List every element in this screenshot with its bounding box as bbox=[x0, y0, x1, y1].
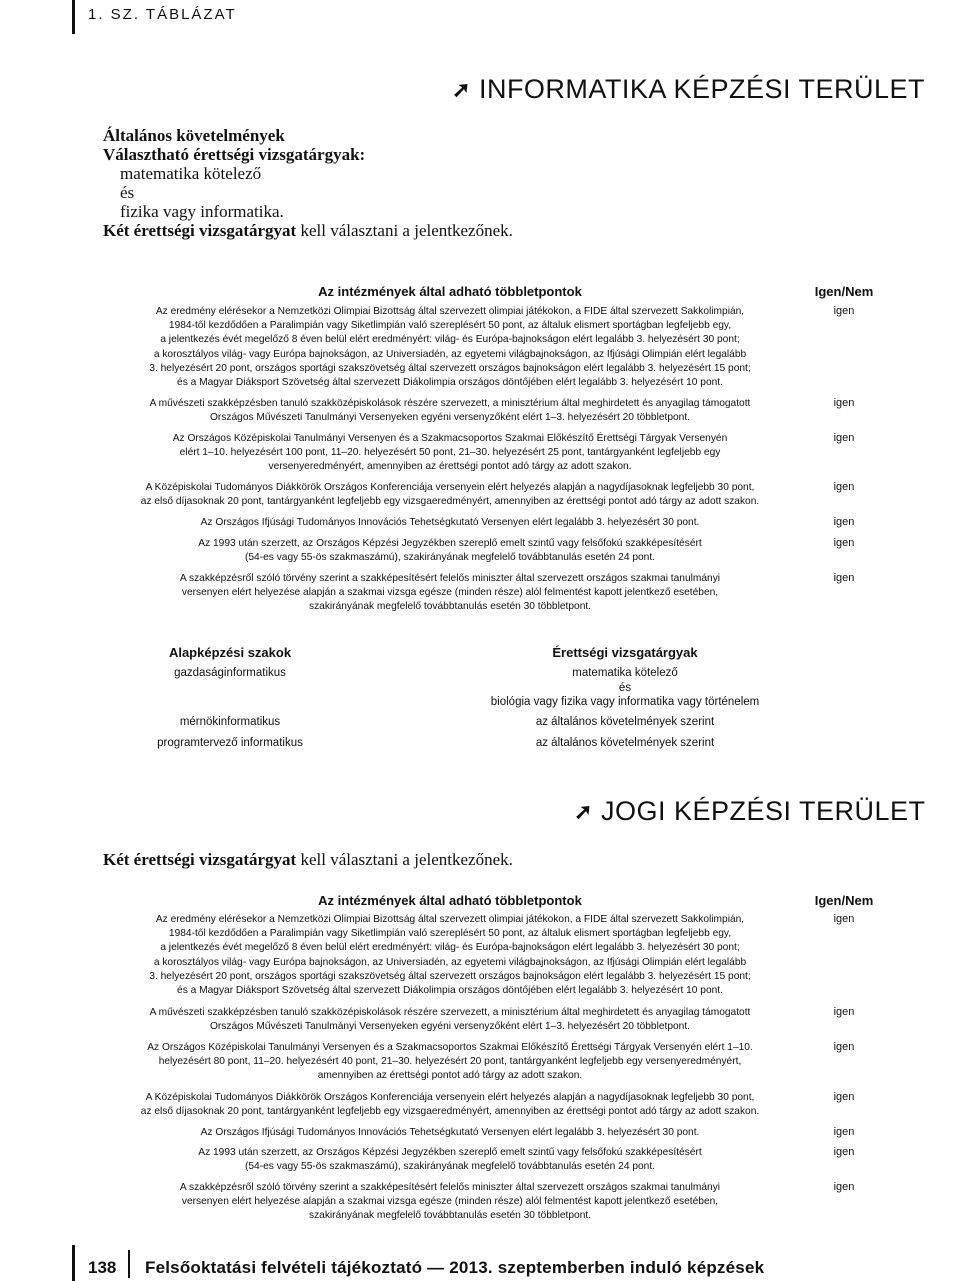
table-row-value: igen bbox=[833, 1041, 855, 1053]
program-name: programtervező informatikus bbox=[157, 737, 303, 749]
table-row-text: Az Országos Középiskolai Tanulmányi Versenyen és a Szakmacsoportos Szakmai Előkészítő Érettségi Tárgyak Versenyén elért 1–10. helyezésért 80 pont, 11–20. helyezésért 40 pont, 21–30. helyezésért 20 pont, tantárgyanként legfeljebb egy versenyeredményért, amennyiben az érettségi pontot adó tárgy az adott szakon. bbox=[147, 1042, 753, 1082]
footer-separator bbox=[128, 1250, 130, 1278]
page-number: 138 bbox=[88, 1258, 117, 1277]
table-row-text: A Középiskolai Tudományos Diákkörök Országos Konferenciája versenyein elért helyezés alapján a nagydíjasoknak legfeljebb 30 pont, az első díjasoknak 20 pont, tantárgyanként legfeljebb egy vizsgaeredményért, amennyiben az érettségi pontot adó tárgy az adott szakon. bbox=[140, 1092, 760, 1118]
two-subjects-rest: kell választani a jelentkezőnek. bbox=[296, 221, 513, 240]
table-row-value: igen bbox=[833, 1126, 855, 1138]
table-row-value: igen bbox=[833, 572, 855, 584]
subjects-header: Érettségi vizsgatárgyak bbox=[552, 645, 698, 660]
table-header: Az intézmények által adható többletpontok bbox=[318, 284, 582, 299]
table-row-value: igen bbox=[833, 1181, 855, 1193]
table-row-value: igen bbox=[833, 1091, 855, 1103]
footer-publication-title: Felsőoktatási felvételi tájékoztató — 2013. szeptemberben induló képzések bbox=[145, 1258, 765, 1277]
program-subject: matematika kötelező bbox=[572, 667, 678, 679]
table-row-value: igen bbox=[833, 1146, 855, 1158]
requirement-line: fizika vagy informatika. bbox=[120, 202, 284, 221]
table-row-text: Az Országos Középiskolai Tanulmányi Versenyen és a Szakmacsoportos Szakmai Előkészítő Érettségi Tárgyak Versenyén elért 1–10. helyezésért 100 pont, 11–20. helyezésért 50 pont, 21–30. helyezésért 25 pont, tantárgyanként legfeljebb egy versenyeredményért, amennyiben az érettségi pontot adó tárgy az adott szakon. bbox=[172, 433, 728, 473]
requirement-line: és bbox=[120, 183, 135, 202]
footer-rule bbox=[72, 1245, 75, 1281]
table-row-text: Az eredmény elérésekor a Nemzetközi Olimpiai Bizottság által szervezett olimpiai játékokon, a FIDE által szervezett Sakkolimpián, 1984-től kezdődően a Paralimpián vagy Siketlimpián való szereplésért 50 pont, az általuk elismert sportágban legfeljebb egy, a jelentkezés évét megelőző 8 éven belül elért eredményért: világ- és Európa-bajnokságon elért legalább 3. helyezésért 30 pont; a korosztályos világ- vagy Európa bajnokságon, az Universiadén, az egyetemi világbajnokságon, az Ifjúsági Olimpián elért legalább 3. helyezésért 20 pont, országos sportági szakszövetség által szervezett országos bajnokságon elért legalább 3. helyezésért 15 pont; és a Magyar Diáksport Szövetség által szervezett Diákolimpia országos döntőjében elért legalább 3. helyezésért 10 pont. bbox=[149, 914, 751, 997]
program-name: gazdaságinformatikus bbox=[174, 667, 286, 679]
section-heading-text: JOGI KÉPZÉSI TERÜLET bbox=[600, 796, 926, 826]
two-subjects-bold: Két érettségi vizsgatárgyat bbox=[103, 850, 297, 869]
program-subject: biológia vagy fizika vagy informatika vagy történelem bbox=[490, 696, 760, 708]
page-header-title: 1. SZ. TÁBLÁZAT bbox=[88, 6, 237, 23]
table-header-value: Igen/Nem bbox=[814, 284, 874, 299]
table-row-value: igen bbox=[833, 481, 855, 493]
table-row-text: Az 1993 után szerzett, az Országos Képzési Jegyzékben szereplő emelt szintű vagy felsőfokú szakképesítésért (54-es vagy 55-ös szakmaszámú), szakirányának megfelelő továbbtanulás esetén 24 pont. bbox=[198, 538, 702, 564]
table-row-value: igen bbox=[833, 1006, 855, 1018]
table-row-text: A szakképzésről szóló törvény szerint a szakképesítésért felelős miniszter által szervezett országos szakmai tanulmányi versenyen elért helyezése alapján a szakmai vizsga egésze (minden része) alól felmentést kapott jelentkező esetében, szakirányának megfelelő továbbtanulás esetén 30 többletpont. bbox=[179, 1182, 721, 1222]
table-row-text: A szakképzésről szóló törvény szerint a szakképesítésért felelős miniszter által szervezett országos szakmai tanulmányi versenyen elért helyezése alapján a szakmai vizsga egésze (minden része) alól felmentést kapott jelentkező esetében, szakirányának megfelelő továbbtanulás esetén 30 többletpont. bbox=[179, 573, 721, 613]
section-heading-text: INFORMATIKA KÉPZÉSI TERÜLET bbox=[478, 74, 926, 104]
requirement-line: matematika kötelező bbox=[120, 164, 262, 183]
table-row-text: Az 1993 után szerzett, az Országos Képzési Jegyzékben szereplő emelt szintű vagy felsőfokú szakképesítésért (54-es vagy 55-ös szakmaszámú), szakirányának megfelelő továbbtanulás esetén 24 pont. bbox=[198, 1147, 702, 1173]
two-subjects-bold: Két érettségi vizsgatárgyat bbox=[103, 221, 297, 240]
table-row-value: igen bbox=[833, 516, 855, 528]
header-rule bbox=[72, 0, 75, 34]
arrow-icon: ➚ bbox=[452, 76, 471, 102]
table-row-text: Az Országos Ifjúsági Tudományos Innovációs Tehetségkutató Versenyen elért legalább 3. helyezésért 30 pont. bbox=[200, 517, 700, 528]
table-header: Az intézmények által adható többletpontok bbox=[318, 893, 582, 908]
table-row-value: igen bbox=[833, 397, 855, 409]
table-row-value: igen bbox=[833, 913, 855, 925]
programs-header: Alapképzési szakok bbox=[168, 645, 292, 660]
table-row-value: igen bbox=[833, 432, 855, 444]
requirements-title: Általános követelmények bbox=[103, 126, 285, 145]
program-subject: az általános követelmények szerint bbox=[535, 737, 715, 749]
section-heading-jogi bbox=[574, 796, 926, 827]
table-row-text: A művészeti szakképzésben tanuló szakközépiskolások részére szervezett, a minisztérium által meghirdetett és anyagilag támogatott Országos Művészeti Tanulmányi Versenyeken egyéni versenyzőként elért 1–3. helyezésért 20 többletpont. bbox=[149, 1007, 751, 1033]
table-row-value: igen bbox=[833, 305, 855, 317]
two-subjects-note bbox=[103, 221, 513, 240]
two-subjects-note bbox=[103, 850, 513, 870]
general-requirements bbox=[103, 126, 513, 240]
table-row-text: A Középiskolai Tudományos Diákkörök Országos Konferenciája versenyein elért helyezés alapján a nagydíjasoknak legfeljebb 30 pont, az első díjasoknak 20 pont, tantárgyanként legfeljebb egy vizsgaeredményért, amennyiben az érettségi pontot adó tárgy az adott szakon. bbox=[140, 482, 760, 508]
table-row-text: Az eredmény elérésekor a Nemzetközi Olimpiai Bizottság által szervezett olimpiai játékokon, a FIDE által szervezett Sakkolimpián, 1984-től kezdődően a Paralimpián vagy Siketlimpián való szereplésért 50 pont, az általuk elismert sportágban legfeljebb egy, a jelentkezés évét megelőző 8 éven belül elért eredményért: világ- és Európa-bajnokságon elért legalább 3. helyezésért 30 pont; a korosztályos világ- vagy Európa bajnokságon, az Universiadén, az egyetemi világbajnokságon, az Ifjúsági Olimpián elért legalább 3. helyezésért 20 pont, országos sportági szakszövetség által szervezett országos bajnokságon elért legalább 3. helyezésért 15 pont; és a Magyar Diáksport Szövetség által szervezett Diákolimpia országos döntőjében elért legalább 3. helyezésért 10 pont. bbox=[149, 306, 751, 389]
arrow-icon: ➚ bbox=[574, 798, 593, 824]
table-header-value: Igen/Nem bbox=[814, 893, 874, 908]
table-row-text: Az Országos Ifjúsági Tudományos Innovációs Tehetségkutató Versenyen elért legalább 3. helyezésért 30 pont. bbox=[200, 1127, 700, 1138]
program-name: mérnökinformatikus bbox=[179, 716, 281, 728]
requirements-subtitle: Választható érettségi vizsgatárgyak: bbox=[103, 145, 366, 164]
program-subject: és bbox=[618, 682, 632, 694]
table-row-value: igen bbox=[833, 537, 855, 549]
section-heading-informatika bbox=[452, 74, 925, 105]
table-row-text: A művészeti szakképzésben tanuló szakközépiskolások részére szervezett, a minisztérium által meghirdetett és anyagilag támogatott Országos Művészeti Tanulmányi Versenyeken egyéni versenyzőként elért 1–3. helyezésért 20 többletpont. bbox=[149, 398, 751, 424]
two-subjects-rest: kell választani a jelentkezőnek. bbox=[296, 850, 513, 869]
program-subject: az általános követelmények szerint bbox=[535, 716, 715, 728]
